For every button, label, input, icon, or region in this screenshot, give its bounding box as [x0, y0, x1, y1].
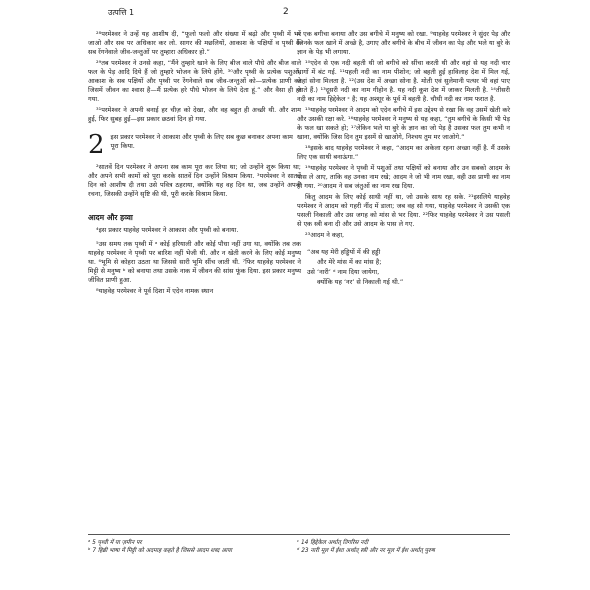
running-header: उत्पत्ति 1	[108, 8, 135, 17]
poem-line: क्योंकि यह ‘नर’ से निकाली गई थी.”	[317, 278, 404, 286]
verse-paragraph: ²³आदम ने कहा,	[305, 231, 345, 239]
verse-paragraph: ²⁹तब परमेश्वर ने उनसे कहा, “मैंने तुम्हारे खाने के लिए बीज वाले पौधे और बीज वाले फल के पेड़ आदि दिये हैं जो तुम्हारे भोजन के लिये होंगे. ³⁰और पृथ्वी के प्रत्येक पशुओं, आकाश के सब पक्षियों और पृथ्वी पर रेंगनेवाले सब जीव-जन्तुओं को—प्रत्येक प्राणी को जिसमें जीवन का श्वास है—मैं प्रत्येक हरे पौधे भोजन के लिये देता हूं.” और वैसा ही हो गया.	[88, 59, 301, 103]
section-heading: आदम और हव्वा	[88, 213, 133, 222]
poem-line: “अब यह मेरी हड्डियों में की हड्डी	[307, 248, 381, 256]
footnotes-right	[297, 539, 510, 555]
poem-line: उसे ‘नारी’ ᵈ नाम दिया जायेगा,	[307, 268, 380, 276]
verse-paragraph: किंतु आदम के लिए कोई साथी नहीं था, जो उसके साथ रह सके. ²¹इसलिये याहवेह परमेश्वर ने आदम को गहरी नींद में डाला; जब वह सो गया, याहवेह परमेश्वर ने उसकी एक पसली निकाली और उस जगह को मांस से भर दिया. ²²फिर याहवेह परमेश्वर ने उस पसली से एक स्त्री बना दी और उसे आदम के पास ले गए.	[297, 193, 510, 228]
verse-paragraph: ¹⁵याहवेह परमेश्वर ने आदम को एदेन बगीचे में इस उद्देश्य से रखा कि वह उसमें खेती करे और उसकी रक्षा करे. ¹⁶याहवेह परमेश्वर ने मनुष्य से यह कहा, “तुम बगीचे के किसी भी पेड़ के फल खा सकते हो; ¹⁷लेकिन भले या बुरे के ज्ञान का जो पेड़ है उसका फल तुम कभी न खाना, क्योंकि जिस दिन तुम इसमें से खाओगे, निश्चय तुम मर जाओगे.”	[297, 106, 510, 141]
page-number: 2	[283, 7, 289, 17]
footnote: ᵇ 7 हिब्री भाषा में मिट्टी को अदमाह कहते है जिससे आदम शब्द आया	[88, 548, 232, 554]
footnote: ᵃ 5 पृथ्वी में या ज़मीन पर	[88, 540, 142, 546]
footnote: ᵈ 23 नारी मूल में ईशा अर्थात् स्त्री और नर मूल में ईश अर्थात् पुरुष	[297, 548, 435, 554]
right-column	[297, 30, 510, 289]
verse-paragraph: में एक बगीचा बनाया और उस बगीचे में मनुष्य को रखा. ⁹याहवेह परमेश्वर ने सुंदर पेड़ और जिनके फल खाने में अच्छे है, उगाए और बगीचे के बीच में जीवन का पेड़ और भले या बुरे के ज्ञान के पेड़ भी लगाया.	[297, 30, 510, 56]
verse-paragraph: ²सातवें दिन परमेश्वर ने अपना सब काम पूरा कर लिया था; जो उन्होंने शुरू किया था; और अपने सभी कामों को पूरा करके सातवें दिन उन्होंने विश्राम किया. ³परमेश्वर ने सातवें दिन को आशीष दी तथा उसे पवित्र ठहराया, क्योंकि यह वह दिन था, जब उन्होंने अपनी रचना, जिसकी उन्होंने सृष्टि की थी, पूरी करके विश्राम किया.	[88, 163, 301, 198]
verse-paragraph: ¹⁸इसके बाद याहवेह परमेश्वर ने कहा, “आदम का अकेला रहना अच्छा नहीं है. मैं उसके लिए एक साथी बनाऊंगा.”	[297, 144, 510, 161]
chapter-number: 2	[88, 130, 105, 160]
left-column	[88, 30, 301, 298]
chapter-first-verse: इस प्रकार परमेश्वर ने आकाश और पृथ्वी के लिए सब कुछ बनाकर अपना काम पूरा किया.	[110, 133, 293, 150]
footnote-divider	[88, 534, 301, 535]
footnote: ᶜ 14 हिद्देकेल अर्थात् तिगरिस नदी	[297, 540, 369, 546]
verse-paragraph: ¹⁰एदेन से एक नदी बहती थी जो बगीचे को सींचा करती थी और वहां से यह नदी चार भागों में बंट गई. ¹¹पहली नदी का नाम पीशोन; जो बहती हुई हाविलाह देश में मिल गई, जहां सोना मिलता है. ¹²(उस देश में अच्छा सोना है. मोती एवं सुलेमानी पत्थर भी वहां पाए जाते हैं.) ¹³दूसरी नदी का नाम गीहोन है. यह नदी कूश देश में जाकर मिलती है. ¹⁴तीसरी नदी का नाम हिद्देकेल ᶜ है; यह अश्शूर के पूर्व में बहती है. चौथी नदी का नाम फरात है.	[297, 59, 510, 103]
verse-paragraph: ¹⁹याहवेह परमेश्वर ने पृथ्वी में पशुओं तथा पक्षियों को बनाया और उन सबको आदम के पास ले आए, ताकि वह उनका नाम रखे; आदम ने जो भी नाम रखा, वही उस प्राणी का नाम हो गया. ²⁰आदम ने सब जंतुओं का नाम रख दिया.	[297, 164, 510, 190]
verse-paragraph: ⁵उस समय तक पृथ्वी में ᵃ कोई हरियाली और कोई पौधा नहीं उगा था, क्योंकि तब तक याहवेह परमेश्वर ने पृथ्वी पर बारिश नहीं भेजी थी. और न खेती करने के लिए कोई मनुष्य था. ⁶भूमि से कोहरा उठता था जिससे सारी भूमि सींच जाती थी. ⁷फिर याहवेह परमेश्वर ने मिट्टी से मनुष्य ᵇ को बनाया तथा उसके नाक में जीवन की सांस फूंक दिया. इस प्रकार मनुष्य जीवित प्राणी हुआ.	[88, 240, 301, 284]
verse-paragraph: ²⁸परमेश्वर ने उन्हें यह आशीष दी, “फूलो फलो और संख्या में बढ़ो और पृथ्वी में भर जाओ और सब पर अधिकार कर लो. सागर की मछलियों, आकाश के पक्षियों व पृथ्वी के सब रेंगनेवाले जीव-जन्तुओं पर तुम्हारा अधिकार हो.”	[88, 30, 301, 56]
poem-line: और मेरे मांस में का मांस है;	[317, 258, 382, 266]
poem-block	[297, 248, 510, 287]
footnotes-left	[88, 539, 301, 555]
footnote-divider	[297, 534, 510, 535]
verse-paragraph: ³¹परमेश्वर ने अपनी बनाई हर चीज़ को देखा, और वह बहुत ही अच्छी थी. और शाम हुई, फिर सुबह हुई—इस प्रकार छठवां दिन हो गया.	[88, 106, 301, 123]
verse-paragraph: ⁸याहवेह परमेश्वर ने पूर्व दिशा में एदेन नामक स्थान	[96, 287, 214, 295]
chapter-start	[88, 130, 301, 160]
verse-paragraph: ⁴इस प्रकार याहवेह परमेश्वर ने आकाश और पृथ्वी को बनाया.	[96, 226, 239, 234]
